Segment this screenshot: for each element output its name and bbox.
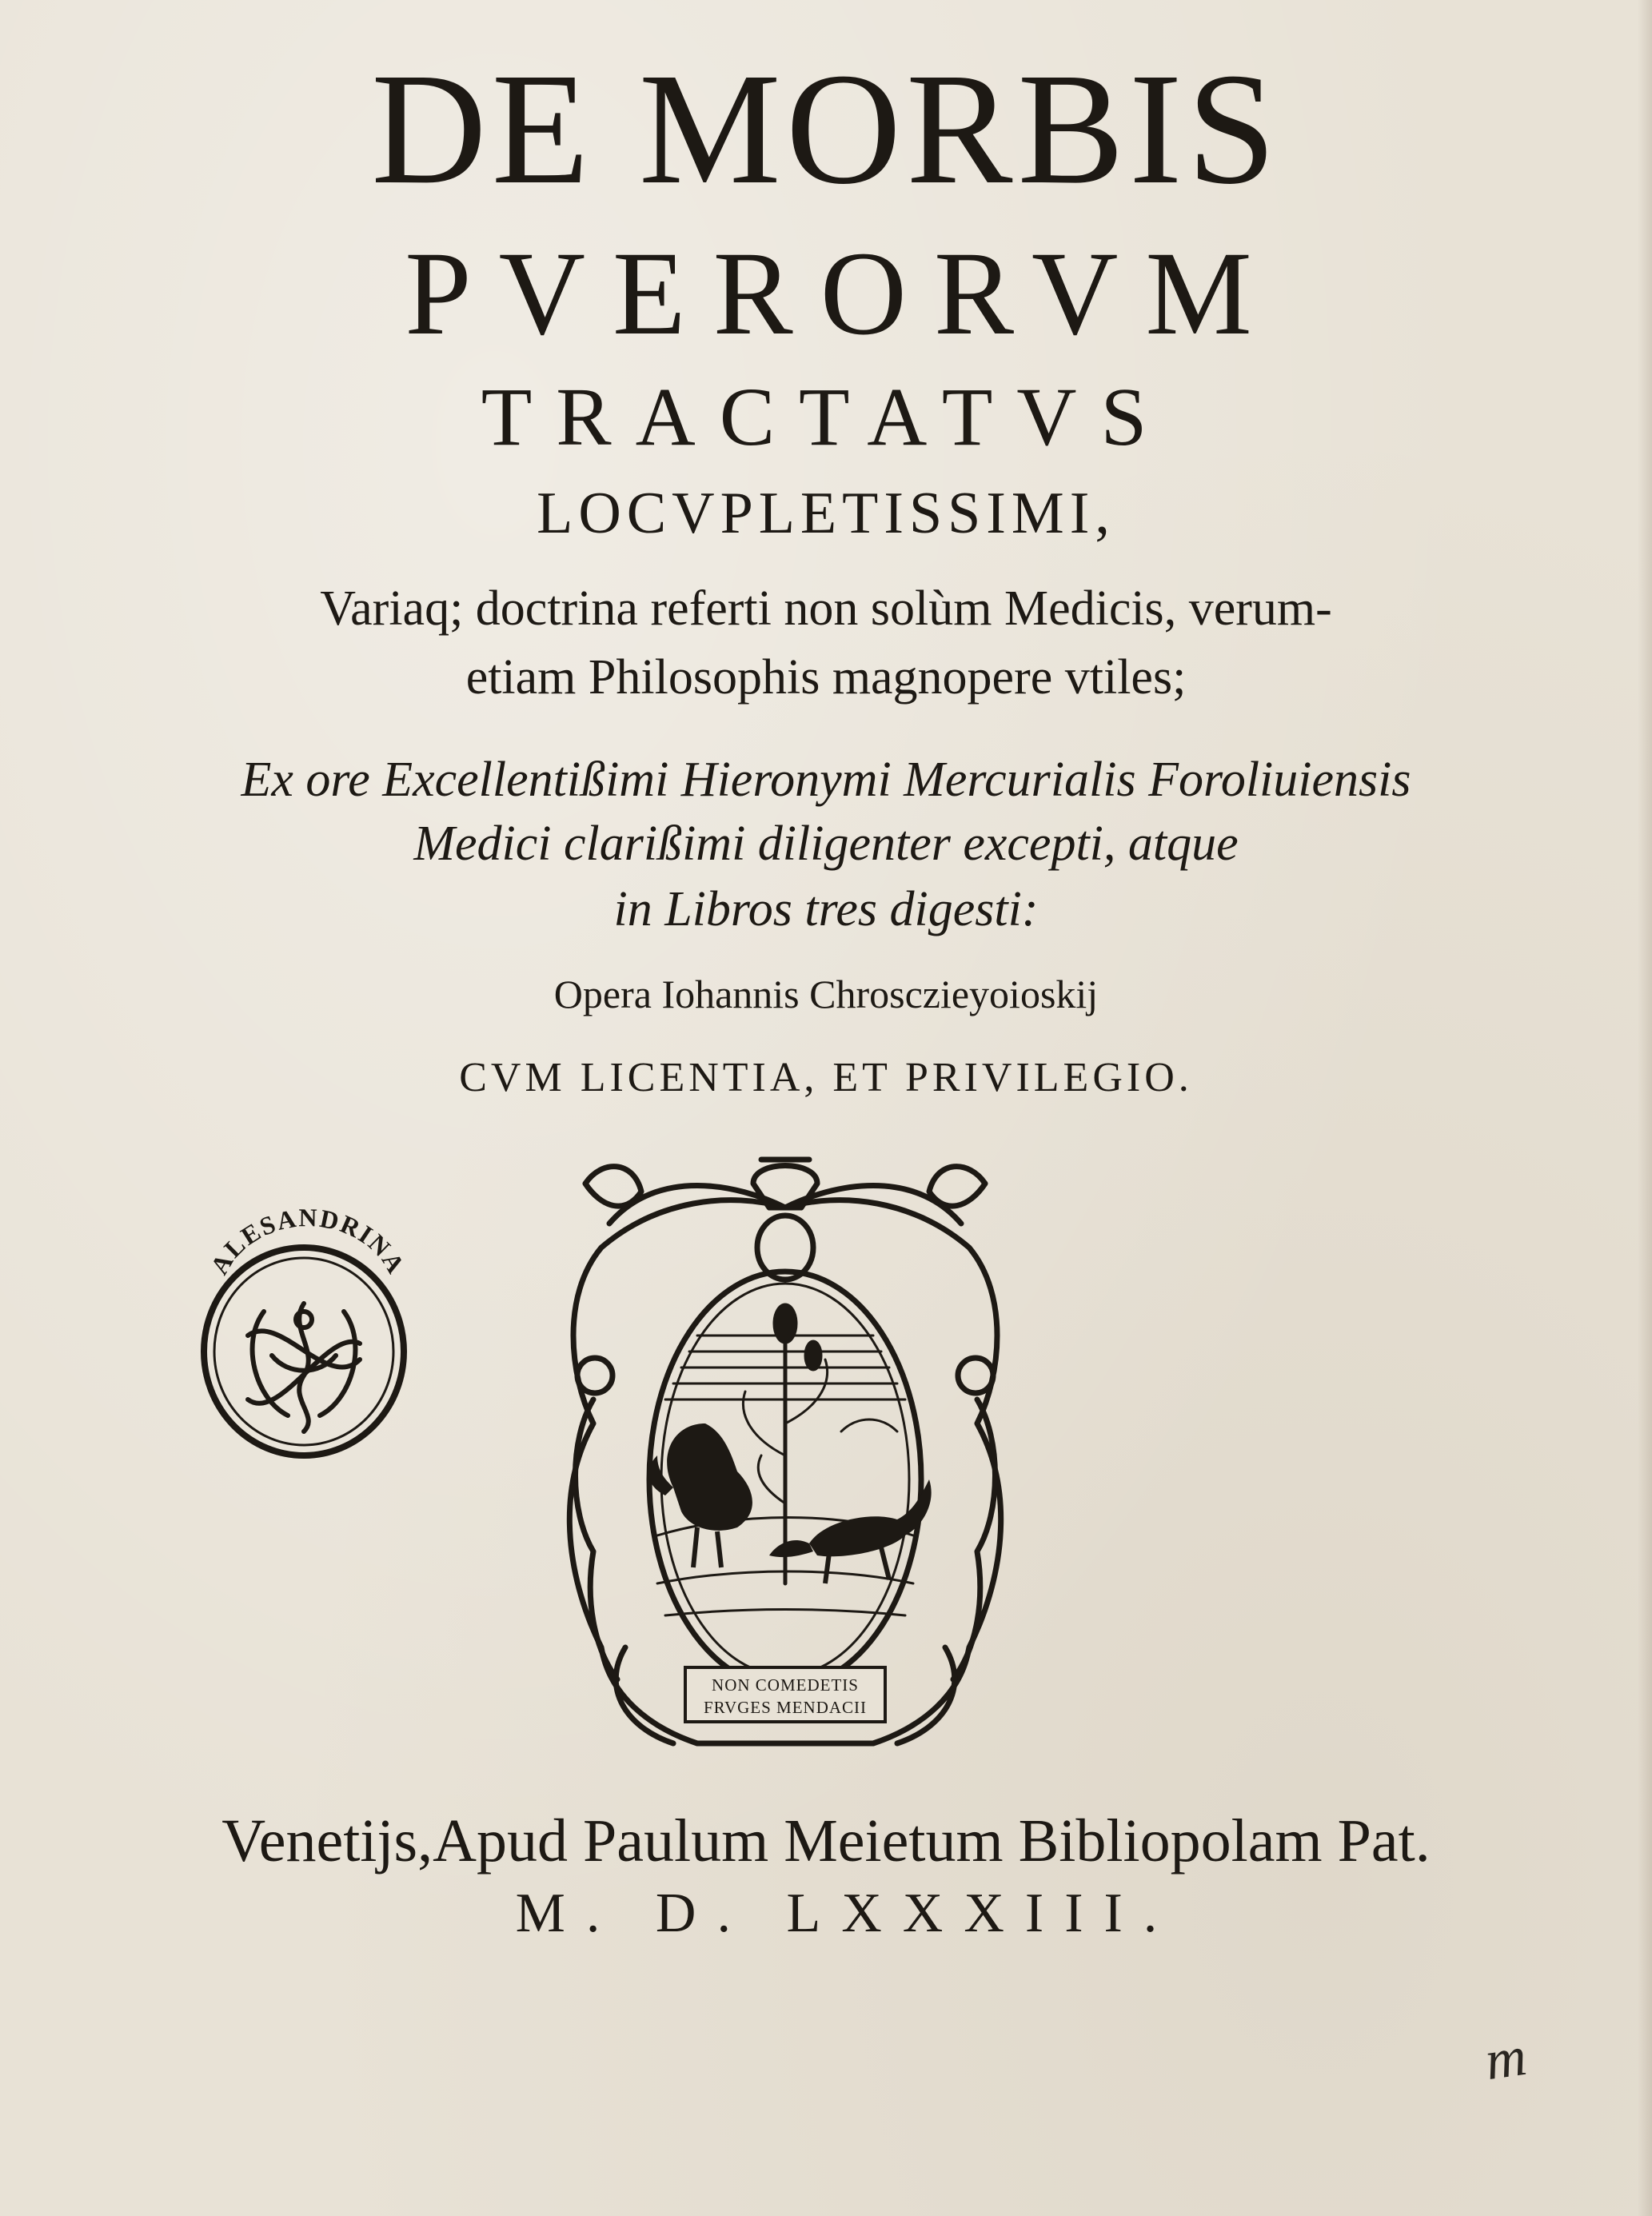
folio-mark: m [1481, 2025, 1530, 2093]
library-stamp-seal [192, 1192, 416, 1471]
author-line-1: Ex ore Excellentißimi Hieronymi Mercurialis Foroliuiensis [241, 753, 1411, 807]
author-line-2: Medici clarißimi diligenter excepti, atque [413, 817, 1239, 871]
title-line-3: TRACTATVS [481, 371, 1171, 463]
device-motto-line-2: FRVGES MENDACII [703, 1698, 868, 1717]
imprint-line-1: Venetijs,Apud Paulum Meietum Bibliopolam Pat. [221, 1807, 1431, 1875]
imprint-year: M. D. LXXXIII. [515, 1883, 1179, 1944]
editor-line: Opera Iohannis Chrosczieyoioskij [553, 972, 1099, 1016]
stamp-text: ALESANDRINA [204, 1203, 412, 1280]
title-line-2: PVERORVM [405, 227, 1279, 360]
license-line: CVM LICENTIA, ET PRIVILEGIO. [459, 1055, 1193, 1100]
author-line-3: in Libros tres digesti: [613, 882, 1039, 936]
device-motto-line-1: NON COMEDETIS [712, 1675, 859, 1695]
title-line-4: LOCVPLETISSIMI, [537, 481, 1115, 546]
description-line-1: Variaq; doctrina referti non solùm Medicis, verum- [320, 581, 1332, 636]
printer-device-woodcut [537, 1136, 1033, 1775]
description-line-2: etiam Philosophis magnopere vtiles; [465, 650, 1187, 705]
title-line-1: DE MORBIS [371, 41, 1281, 218]
